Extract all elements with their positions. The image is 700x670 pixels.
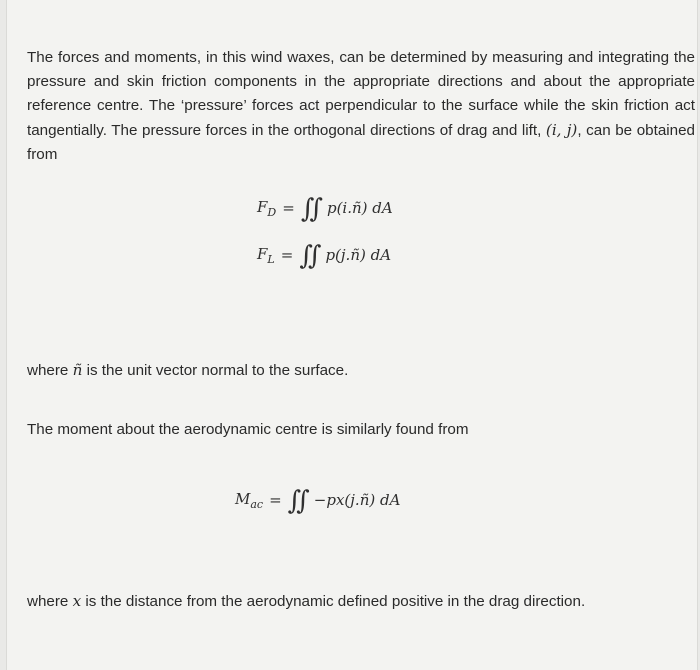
intro-text-end: , can be obtained from	[27, 122, 695, 163]
intro-paragraph	[27, 46, 695, 167]
drag-lhs: $F_D$	[257, 197, 277, 219]
document-page	[6, 0, 698, 670]
drag-force-equation	[257, 193, 393, 223]
moment-paragraph: The moment about the aerodynamic centre is similarly found from	[27, 421, 469, 438]
unit-vector-text: where	[27, 362, 73, 379]
distance-symbol-x: x	[72, 592, 82, 610]
unit-vector-paragraph	[27, 358, 695, 383]
drag-double-integral: ∬	[300, 194, 315, 224]
lift-integrand: p(j.ñ) dA	[325, 246, 392, 264]
lift-double-integral: ∬	[299, 241, 314, 271]
unit-vector-symbol: ñ	[72, 361, 83, 379]
moment-equation	[235, 485, 400, 515]
moment-integrand: −px(j.ñ) dA	[313, 491, 401, 509]
distance-text: where	[27, 593, 73, 610]
drag-lhs-subscript: D	[267, 205, 277, 219]
lift-equals: =	[280, 246, 294, 264]
distance-paragraph	[27, 589, 695, 614]
moment-double-integral: ∬	[287, 486, 302, 516]
distance-text-end: is the distance from the aerodynamic defined positive in the drag direction.	[81, 593, 586, 610]
moment-equals: =	[269, 491, 282, 509]
lift-force-equation	[257, 240, 391, 270]
drag-equals: =	[282, 199, 295, 217]
moment-lhs: $M_{ac}$	[235, 489, 264, 511]
moment-lhs-subscript: ac	[250, 497, 264, 511]
intro-text: The forces and moments, in this wind waxes, can be determined by measuring and integrating the pressure and skin friction components in the appropriate directions and about the appropriate reference centre. The ‘pressure’ forces act perpendicular to the surface while the skin friction act tangentially. The pressure forces in the orthogonal directions of drag and lift,	[27, 49, 695, 139]
unit-vector-text-end: is the unit vector normal to the surface.	[82, 362, 349, 379]
lift-lhs: $F_L$	[257, 244, 275, 266]
lift-lhs-subscript: L	[267, 252, 275, 266]
drag-integrand: p(i.ñ) dA	[326, 199, 393, 217]
intro-math-ij: (i, j)	[545, 121, 578, 139]
